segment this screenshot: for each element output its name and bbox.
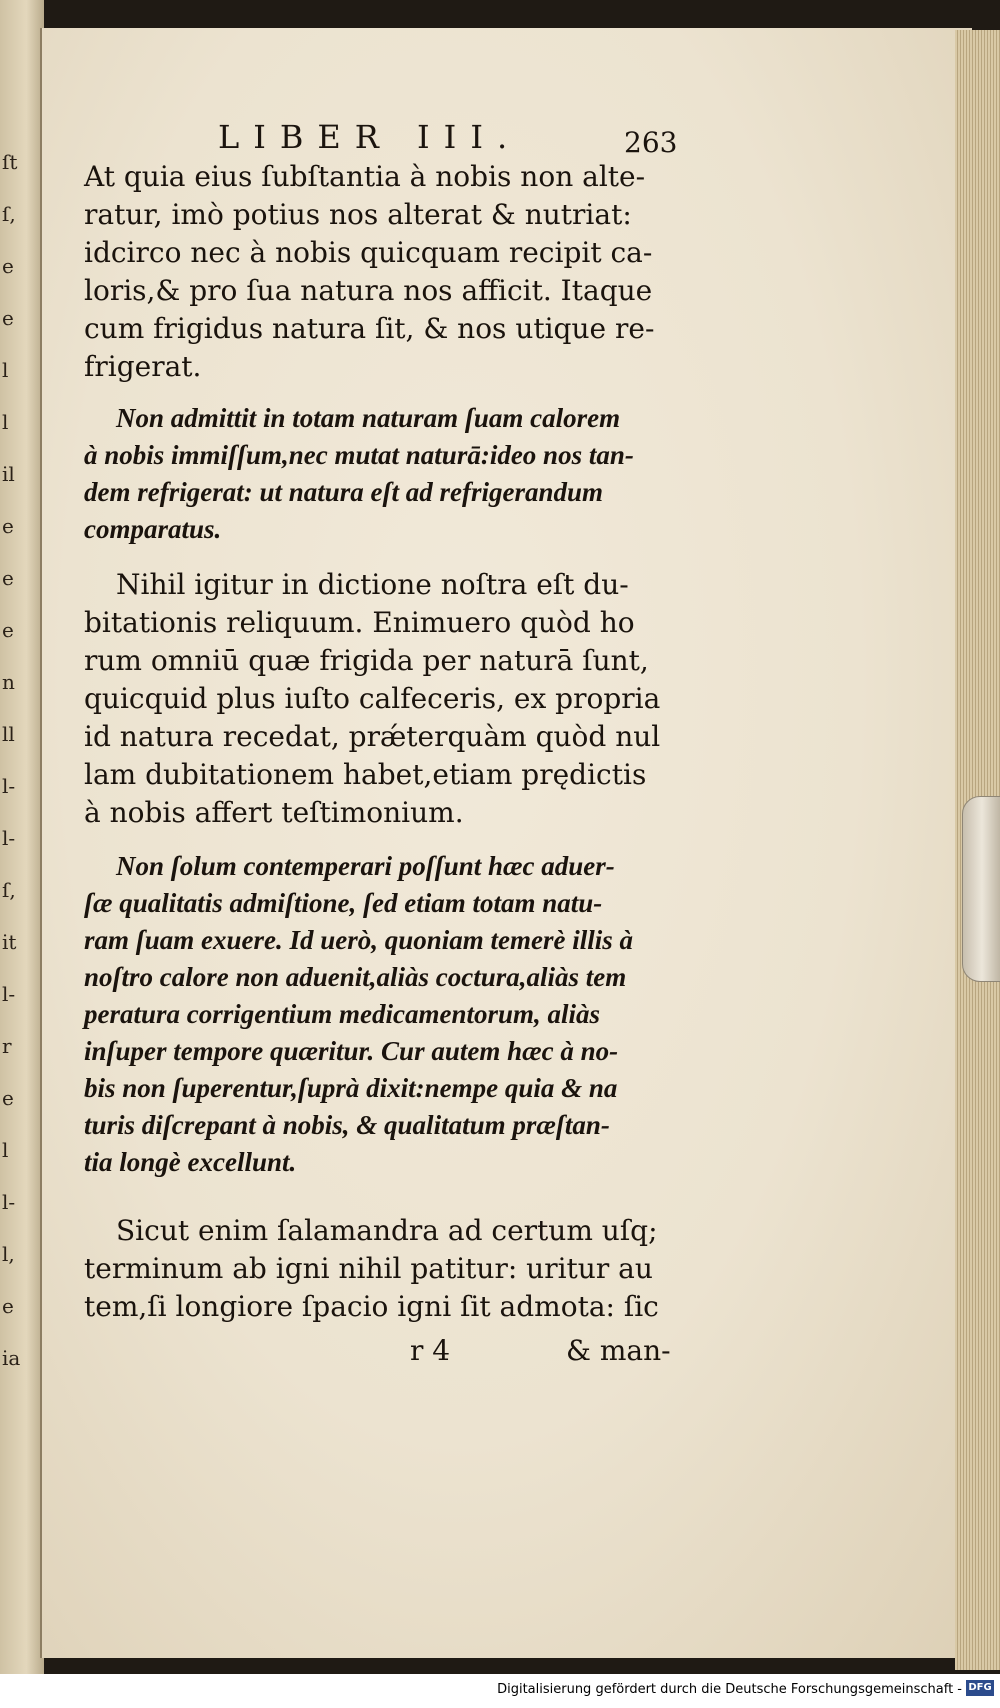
text-line: cum frigidus natura ſit, & nos utique re- (84, 312, 655, 345)
text-line: bitationis reliquum. Enimuero quòd ho (84, 606, 635, 639)
text-line: dem refrigerat: ut natura eſt ad refrigerandum (84, 477, 604, 507)
text-line: ſæ qualitatis admiſtione, ſed etiam totam natu- (84, 888, 603, 918)
catchword: & man- (566, 1334, 671, 1367)
margin-fragment: l (2, 1138, 9, 1162)
text-line: noſtro calore non aduenit,aliàs coctura,aliàs tem (84, 962, 627, 992)
signature-mark: r 4 (410, 1334, 451, 1367)
margin-fragment: l- (2, 982, 16, 1006)
text-line: à nobis affert teſtimonium. (84, 796, 464, 829)
text-line: id natura recedat, prǽterquàm quòd nul (84, 720, 661, 753)
margin-fragment: ſ, (2, 202, 16, 226)
margin-fragment: e (2, 254, 14, 278)
text-line: idcirco nec à nobis quicquam recipit ca- (84, 236, 653, 269)
page-number: 263 (624, 126, 678, 159)
text-line: quicquid plus iuſto calfeceris, ex propria (84, 682, 661, 715)
text-line: rum omniū quæ frigida per naturā ſunt, (84, 644, 649, 677)
text-line: loris,& pro ſua natura nos afficit. Itaque (84, 274, 653, 307)
margin-fragment: e (2, 306, 14, 330)
running-title: LIBER III. (218, 118, 522, 156)
text-line: peratura corrigentium medicamentorum, aliàs (84, 999, 601, 1029)
paragraph-1 (84, 158, 694, 386)
text-line: à nobis immiſſum,nec mutat naturā:ideo nos tan- (84, 440, 634, 470)
paragraph-2 (84, 566, 694, 832)
commentary-1 (84, 400, 694, 548)
margin-fragment: l- (2, 774, 16, 798)
commentary-2 (84, 848, 694, 1181)
text-line: terminum ab igni nihil patitur: uritur au (84, 1252, 653, 1285)
text-line: tia longè excellunt. (84, 1147, 297, 1177)
text-line: bis non ſuperentur,ſuprà dixit:nempe quia & na (84, 1073, 618, 1103)
text-line: turis diſcrepant à nobis, & qualitatum præſtan- (84, 1110, 610, 1140)
dfg-logo: DFG (966, 1680, 994, 1696)
margin-fragment: e (2, 566, 14, 590)
margin-fragment: n (2, 670, 15, 694)
text-line: At quia eius ſubſtantia à nobis non alte- (84, 160, 646, 193)
footer-bar (0, 1674, 1000, 1708)
paragraph-3 (84, 1212, 694, 1326)
margin-fragment: il (2, 462, 15, 486)
margin-fragment: ſt (2, 150, 18, 174)
text-line: ratur, imò potius nos alterat & nutriat: (84, 198, 632, 231)
text-line: Nihil igitur in dictione noſtra eſt du- (116, 568, 629, 601)
text-line: ram ſuam exuere. Id uerò, quoniam temerè illis à (84, 925, 634, 955)
text-line: Non ſolum contemperari poſſunt hæc aduer- (116, 851, 615, 881)
margin-fragment: l, (2, 1242, 15, 1266)
text-line: Non admittit in totam naturam ſuam calorem (116, 403, 621, 433)
text-line: comparatus. (84, 514, 222, 544)
margin-fragment: e (2, 1294, 14, 1318)
margin-fragment: e (2, 514, 14, 538)
margin-fragment: l (2, 358, 9, 382)
text-line: inſuper tempore quæritur. Cur autem hæc à no- (84, 1036, 619, 1066)
margin-fragment: ll (2, 722, 15, 746)
text-line: frigerat. (84, 350, 202, 383)
margin-fragment: l- (2, 826, 16, 850)
margin-fragment: e (2, 618, 14, 642)
funding-credit: Digitalisierung gefördert durch die Deutsche Forschungsgemeinschaft - (497, 1682, 962, 1697)
margin-fragment: l (2, 410, 9, 434)
facing-page-margin-fragments (0, 150, 30, 1400)
text-line: Sicut enim ſalamandra ad certum uſq; (116, 1214, 658, 1247)
margin-fragment: ſ, (2, 878, 16, 902)
margin-fragment: ia (2, 1346, 21, 1370)
margin-fragment: l- (2, 1190, 16, 1214)
margin-fragment: r (2, 1034, 12, 1058)
page-clip (962, 796, 1000, 982)
text-line: tem,ſi longiore ſpacio igni ſit admota: ſic (84, 1290, 659, 1323)
margin-fragment: it (2, 930, 17, 954)
text-line: lam dubitationem habet,etiam prędictis (84, 758, 647, 791)
margin-fragment: e (2, 1086, 14, 1110)
